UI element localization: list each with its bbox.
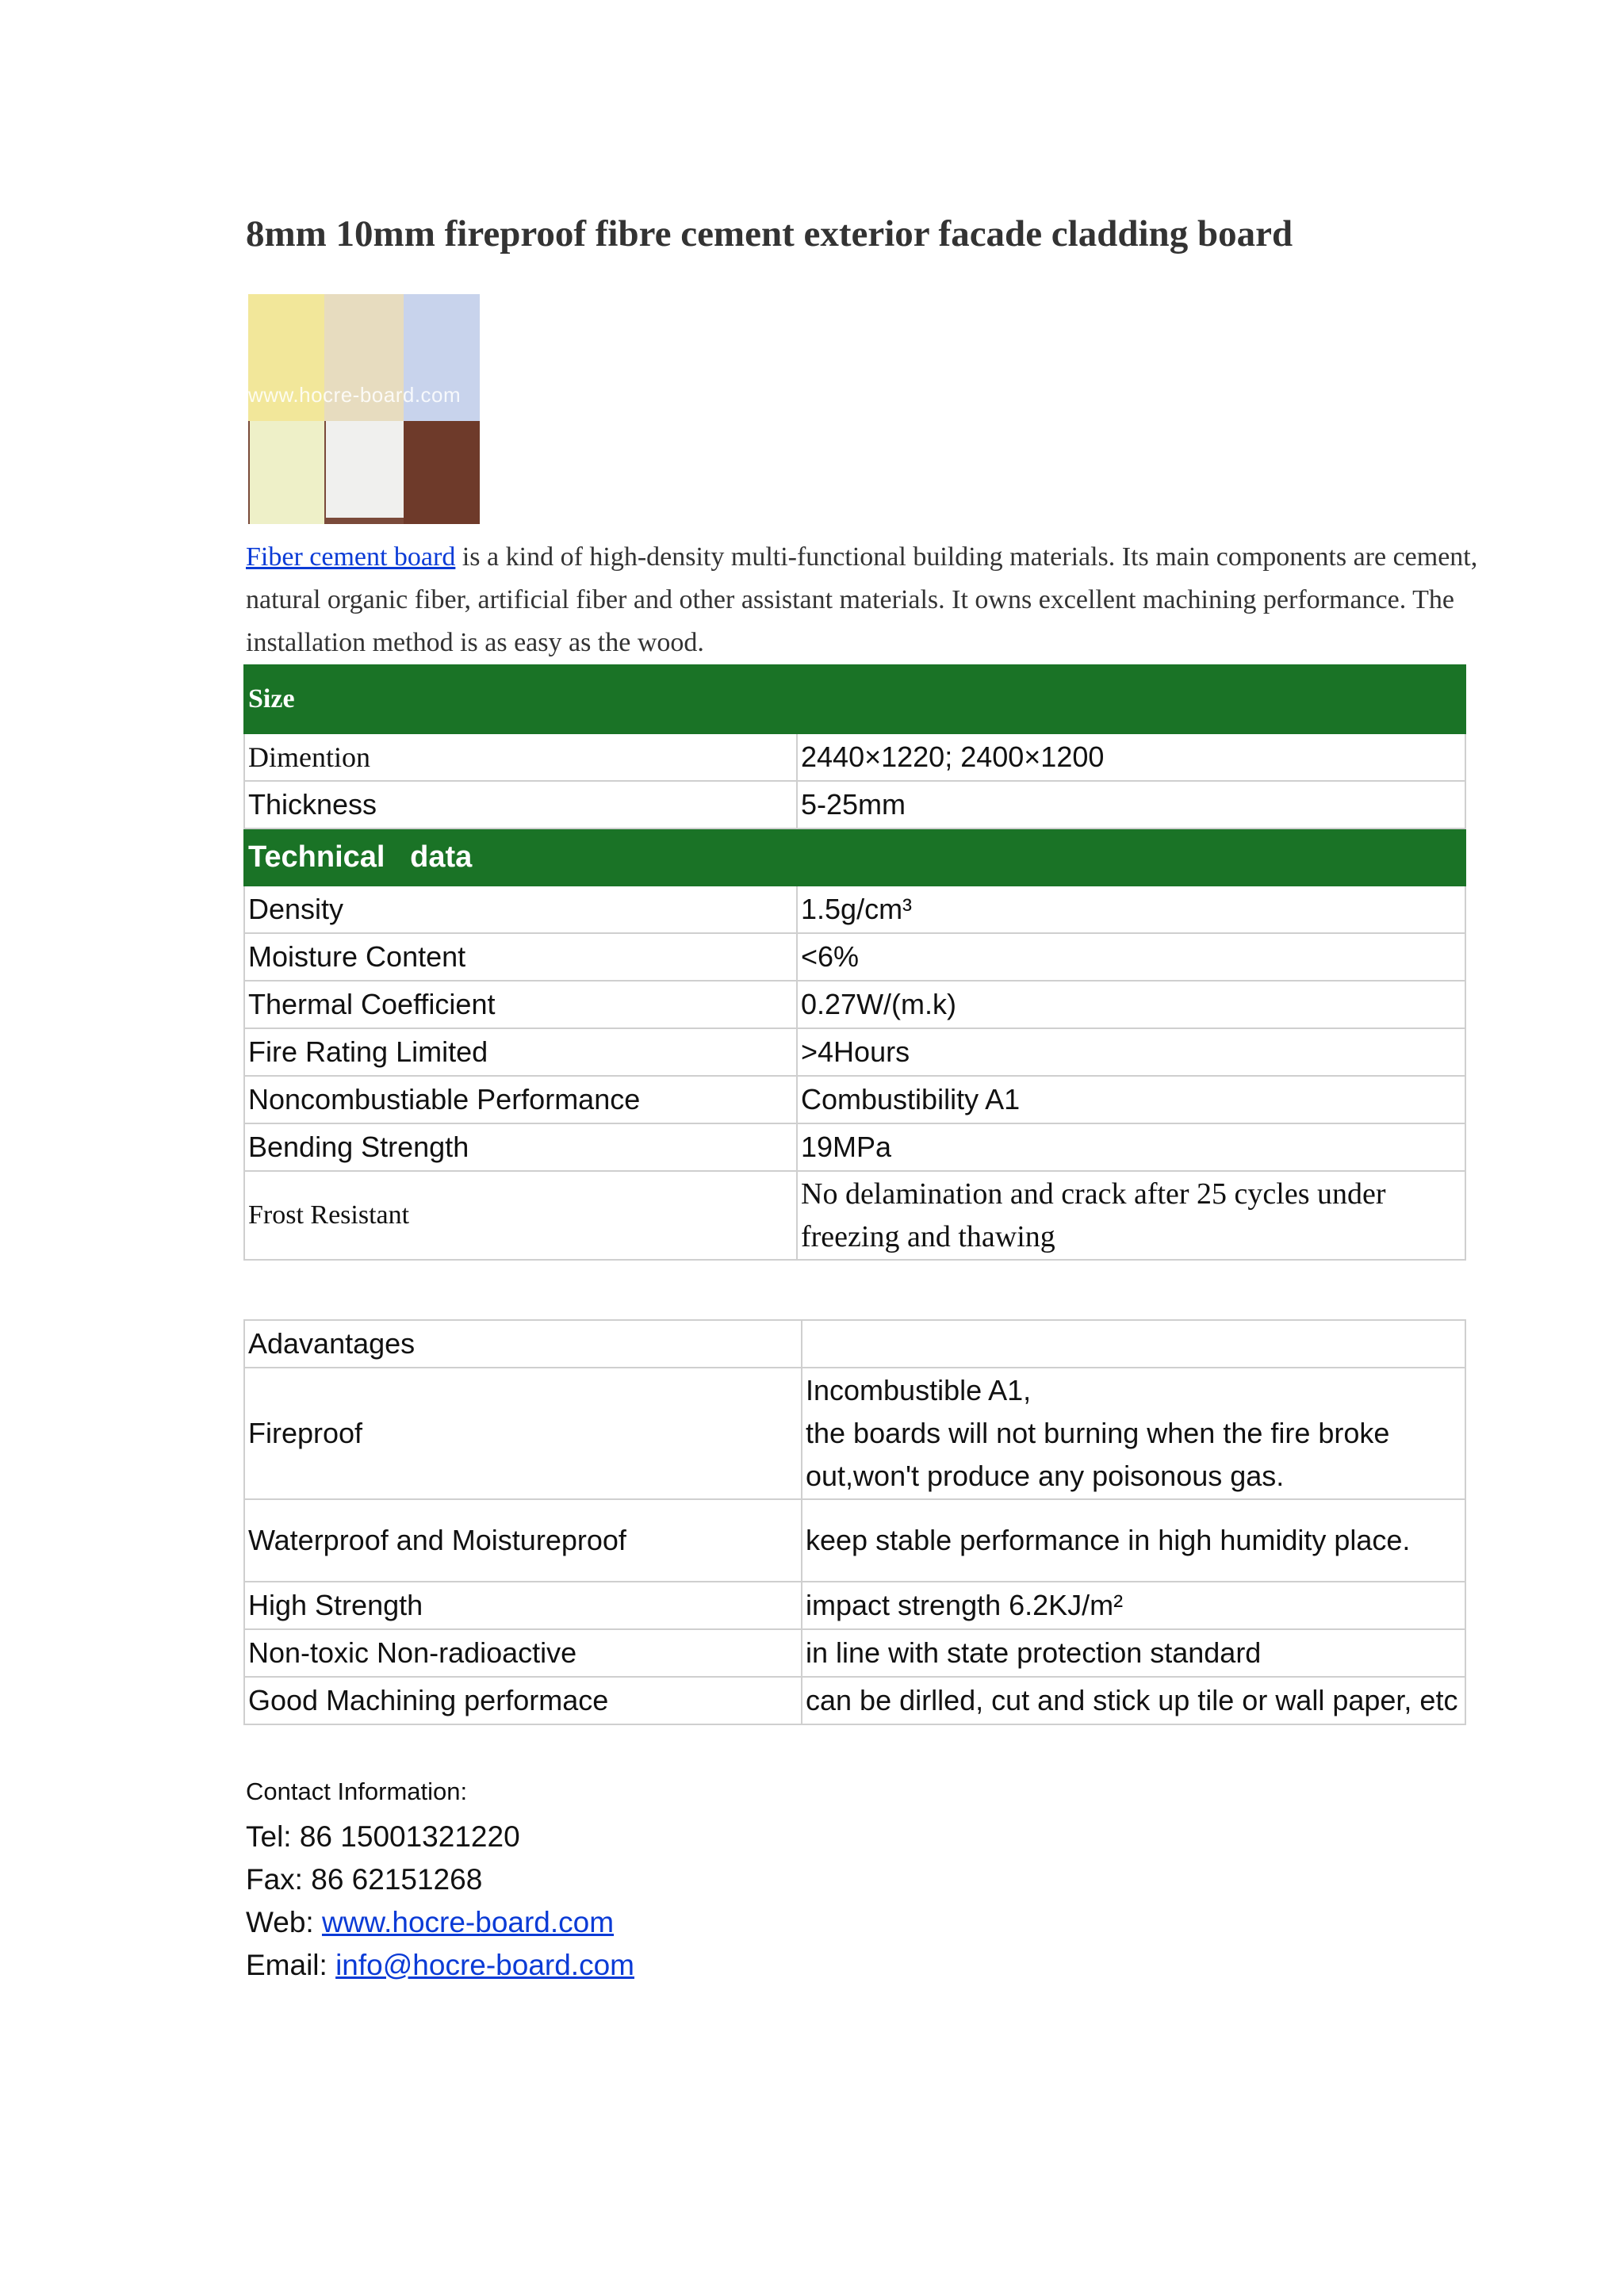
table-row: [244, 1629, 1465, 1677]
contact-section: [246, 1777, 634, 1987]
spec-value: >4Hours: [797, 1028, 1465, 1076]
advantage-value: can be dirlled, cut and stick up tile or wall paper, etc: [802, 1677, 1465, 1724]
spec-label: Noncombustiable Performance: [244, 1076, 797, 1123]
spec-value: Combustibility A1: [797, 1076, 1465, 1123]
contact-tel: Tel: 86 15001321220: [246, 1820, 520, 1853]
table-row: [244, 933, 1465, 981]
advantages-header: Adavantages: [244, 1320, 802, 1368]
contact-email: [246, 1944, 634, 1987]
intro-paragraph: [246, 536, 1483, 664]
table-row: [244, 1028, 1465, 1076]
size-header-row: [244, 665, 1465, 733]
advantages-header-row: [244, 1320, 1465, 1368]
advantages-table: [243, 1319, 1466, 1725]
panel-brown: [404, 421, 480, 524]
fireproof-label: Fireproof: [244, 1368, 802, 1499]
thickness-value: 5-25mm: [797, 781, 1465, 828]
table-row: [244, 1499, 1465, 1582]
table-row: [244, 733, 1465, 781]
intro-text: is a kind of high-density multi-functional building materials. Its main components are cement, natural organic fiber, artificial fiber and other assistant materials. It owns excellent machining performance. The installation method is as easy as the wood.: [246, 542, 1478, 657]
spec-value: 1.5g/cm³: [797, 886, 1465, 933]
table-row: [244, 886, 1465, 933]
dimension-value: 2440×1220; 2400×1200: [797, 733, 1465, 781]
image-watermark: www.hocre-board.com: [248, 383, 462, 407]
spec-value: 19MPa: [797, 1123, 1465, 1171]
web-label: Web:: [246, 1906, 322, 1938]
table-row: [244, 1171, 1465, 1260]
dimension-label: Dimention: [244, 733, 797, 781]
spec-label: Thermal Coefficient: [244, 981, 797, 1028]
technical-data-header: Technical data: [244, 828, 1465, 886]
advantage-value: keep stable performance in high humidity place.: [802, 1499, 1465, 1582]
frost-value: No delamination and crack after 25 cycles under freezing and thawing: [797, 1171, 1465, 1260]
advantages-header-value: [802, 1320, 1465, 1368]
email-label: Email:: [246, 1949, 336, 1981]
fireproof-value: [802, 1368, 1465, 1499]
advantage-label: Waterproof and Moistureproof: [244, 1499, 802, 1582]
table-row: [244, 981, 1465, 1028]
contact-fax: Fax: 86 62151268: [246, 1863, 483, 1896]
table-row: [244, 781, 1465, 828]
contact-web: [246, 1901, 634, 1944]
spec-label: Bending Strength: [244, 1123, 797, 1171]
spec-label: Moisture Content: [244, 933, 797, 981]
product-photo: [248, 294, 480, 524]
website-link[interactable]: www.hocre-board.com: [321, 1906, 615, 1938]
advantage-value: impact strength 6.2KJ/m²: [802, 1582, 1465, 1629]
table-row: [244, 1677, 1465, 1724]
spec-label: Fire Rating Limited: [244, 1028, 797, 1076]
contact-heading: Contact Information:: [246, 1777, 468, 1805]
email-link[interactable]: info@hocre-board.com: [335, 1949, 634, 1981]
table-row: [244, 1582, 1465, 1629]
table-row: [244, 1123, 1465, 1171]
advantage-label: High Strength: [244, 1582, 802, 1629]
advantage-label: Non-toxic Non-radioactive: [244, 1629, 802, 1677]
panel-cream: [250, 421, 324, 524]
advantage-label: Good Machining performace: [244, 1677, 802, 1724]
table-row: [244, 1368, 1465, 1499]
panel-white: [326, 421, 404, 518]
spec-table: [243, 664, 1466, 1261]
spec-value: <6%: [797, 933, 1465, 981]
fireproof-value-line2: the boards will not burning when the fire broke out,won't produce any poisonous gas.: [806, 1417, 1390, 1492]
advantage-value: in line with state protection standard: [802, 1629, 1465, 1677]
fireproof-value-line1: Incombustible A1,: [806, 1374, 1032, 1406]
spec-value: 0.27W/(m.k): [797, 981, 1465, 1028]
spec-label: Density: [244, 886, 797, 933]
size-header: Size: [244, 665, 1465, 733]
table-row: [244, 1076, 1465, 1123]
frost-label: Frost Resistant: [244, 1171, 797, 1260]
technical-data-header-row: [244, 828, 1465, 886]
fiber-cement-board-link[interactable]: Fiber cement board: [246, 542, 456, 572]
thickness-label: Thickness: [244, 781, 797, 828]
page-title: 8mm 10mm fireproof fibre cement exterior facade cladding board: [246, 213, 1293, 254]
